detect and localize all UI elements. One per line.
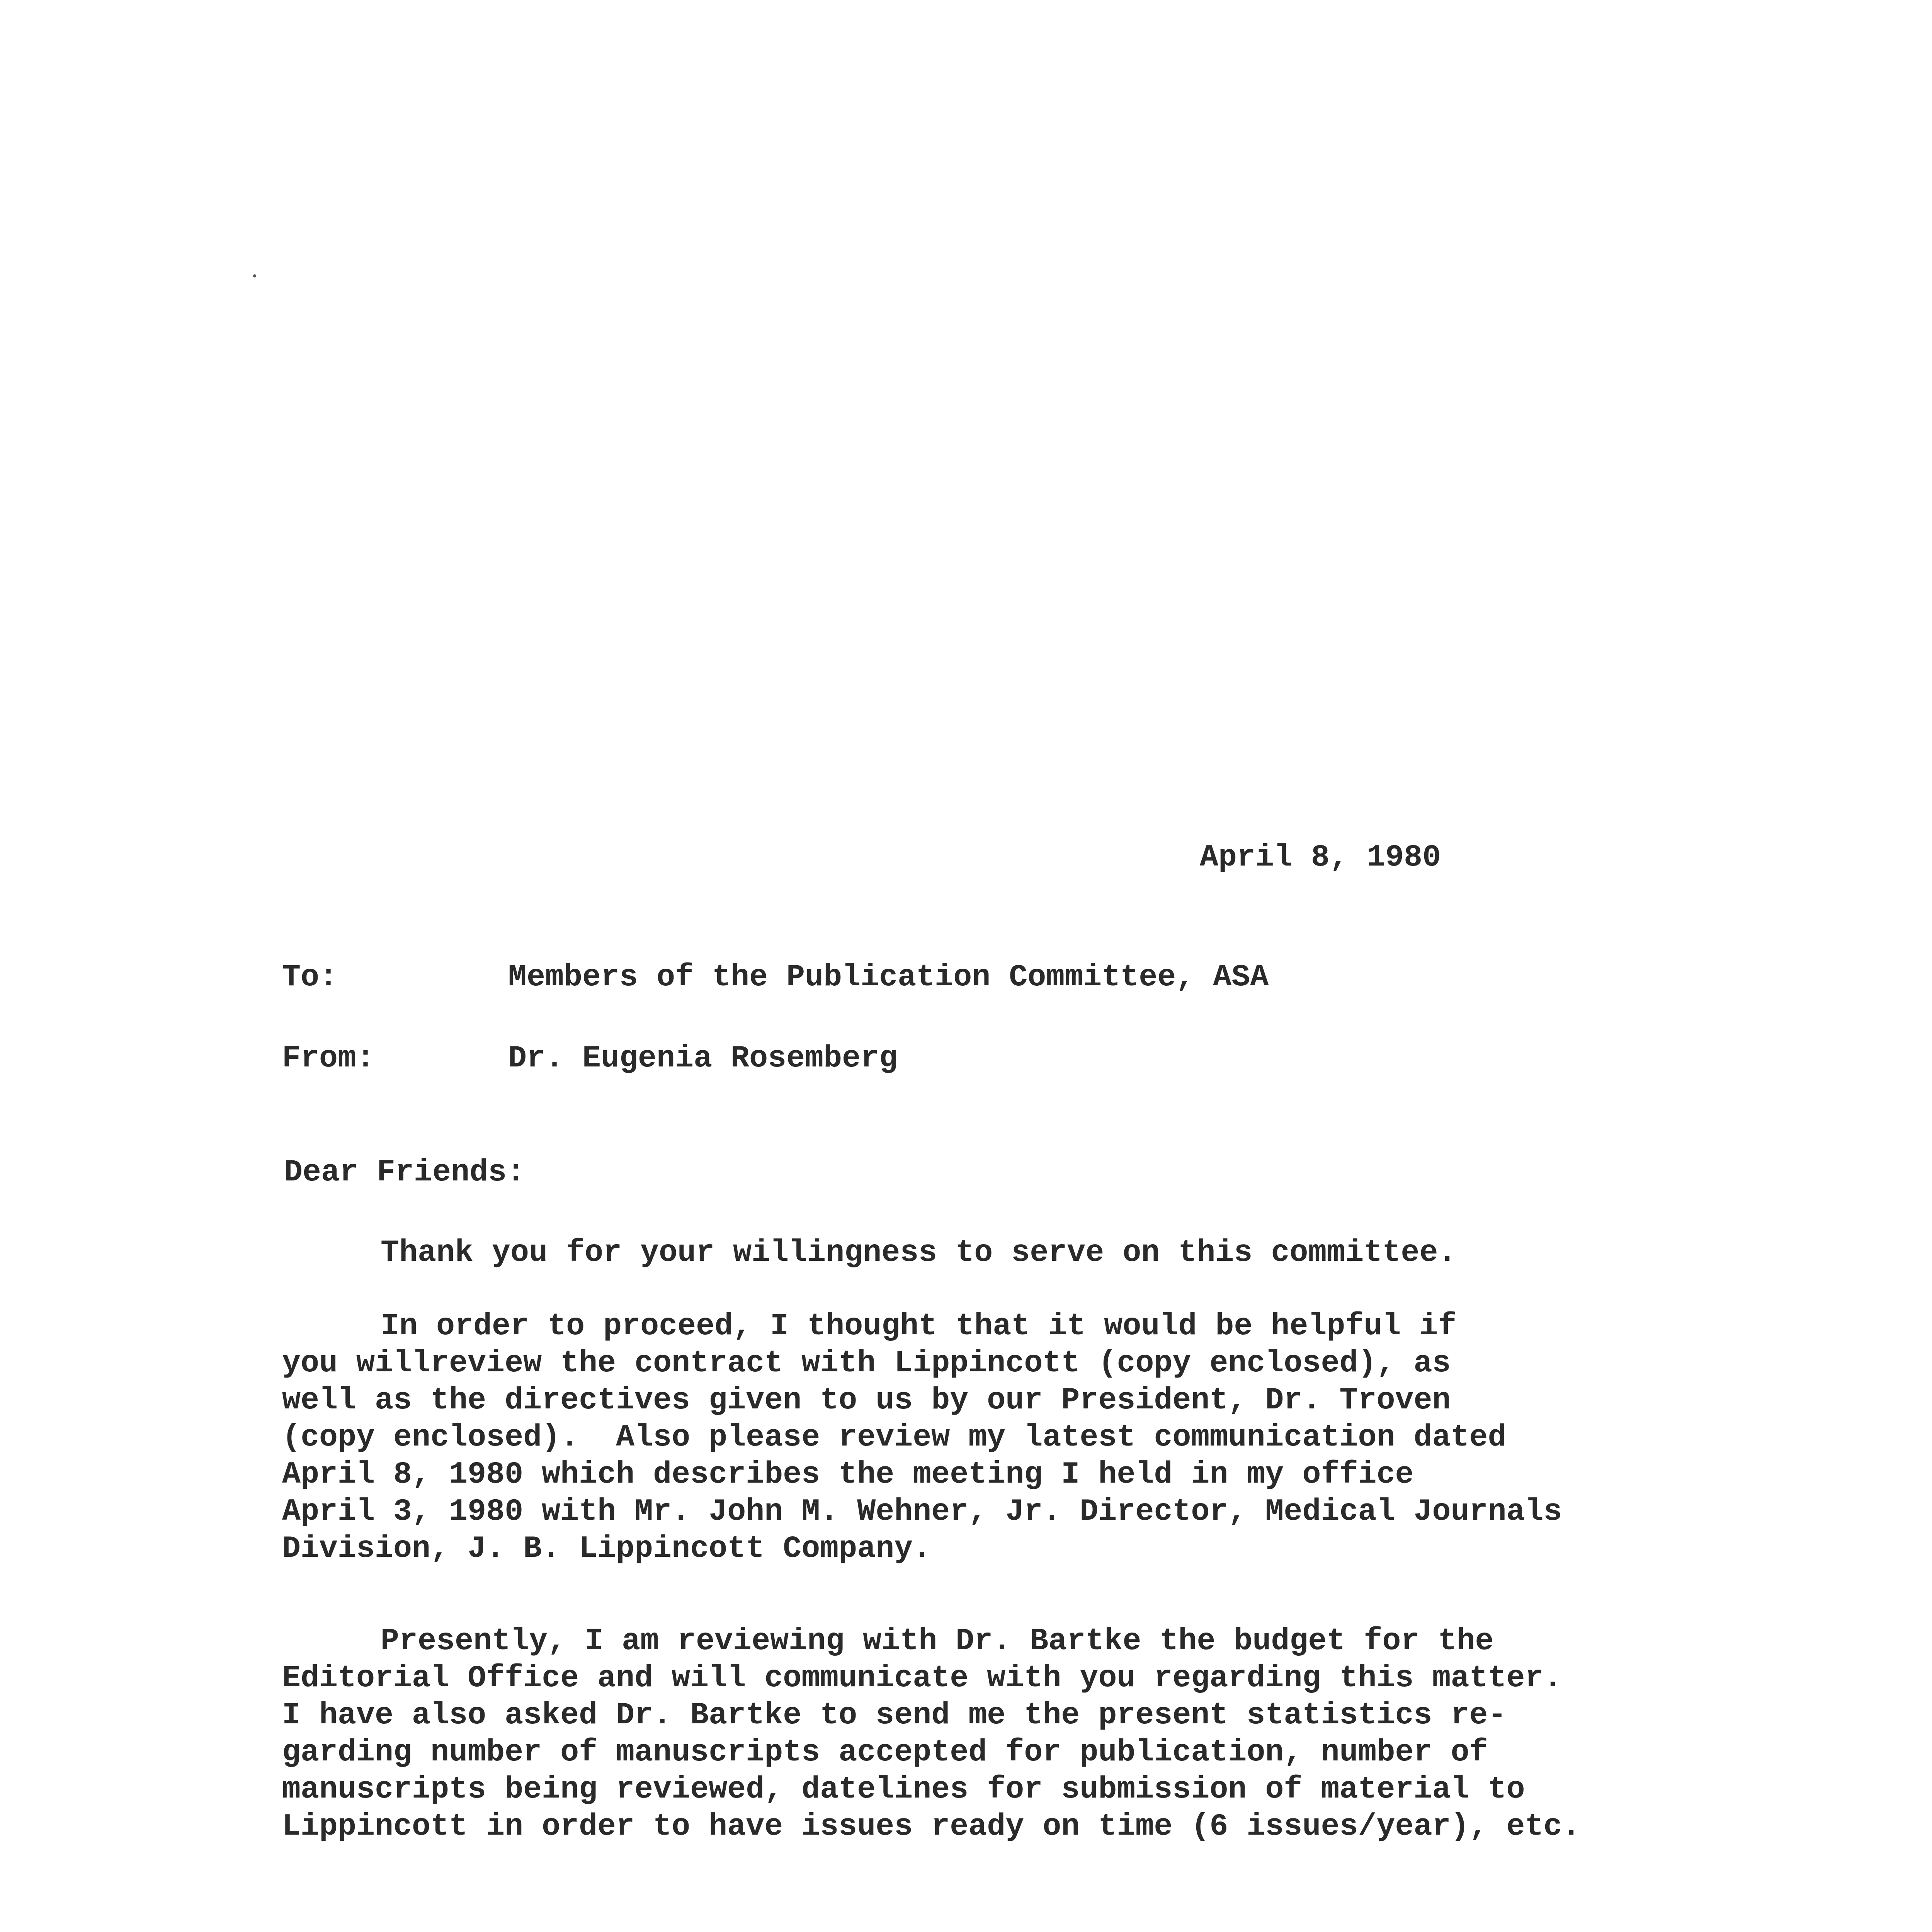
memo-to-value: Members of the Publication Committee, ASA <box>508 960 1269 995</box>
scan-speck <box>253 274 256 277</box>
memo-from-label: From: <box>282 1041 375 1076</box>
paragraph-line: In order to proceed, I thought that it would be helpful if <box>381 1309 1457 1344</box>
paragraph-line: garding number of manuscripts accepted for publication, number of <box>282 1735 1488 1770</box>
memo-to-label: To: <box>282 960 338 995</box>
paragraph-line: Lippincott in order to have issues ready on time (6 issues/year), etc. <box>282 1809 1581 1844</box>
paragraph-line: April 8, 1980 which describes the meeting I held in my office <box>282 1457 1414 1492</box>
paragraph-line: Editorial Office and will communicate with you regarding this matter. <box>282 1661 1562 1696</box>
paragraph-line: (copy enclosed). Also please review my latest communication dated <box>282 1420 1507 1455</box>
paragraph-line: manuscripts being reviewed, datelines for submission of material to <box>282 1772 1525 1807</box>
paragraph-line: Division, J. B. Lippincott Company. <box>282 1531 932 1566</box>
memo-from-value: Dr. Eugenia Rosemberg <box>508 1041 898 1076</box>
paragraph-line: you willreview the contract with Lippincott (copy enclosed), as <box>282 1346 1451 1381</box>
paragraph-line: Thank you for your willingness to serve on this committee. <box>381 1235 1457 1270</box>
paragraph-3 <box>282 1623 1581 1845</box>
memo-salutation: Dear Friends: <box>284 1155 526 1190</box>
paragraph-line: I have also asked Dr. Bartke to send me the present statistics re- <box>282 1698 1507 1733</box>
paragraph-line: well as the directives given to us by our President, Dr. Troven <box>282 1383 1451 1418</box>
paragraph-2 <box>282 1308 1562 1568</box>
paragraph-1 <box>282 1235 1456 1272</box>
memo-date: April 8, 1980 <box>1200 840 1441 875</box>
paragraph-line: Presently, I am reviewing with Dr. Bartke the budget for the <box>381 1624 1494 1659</box>
paragraph-line: April 3, 1980 with Mr. John M. Wehner, Jr. Director, Medical Journals <box>282 1494 1562 1529</box>
